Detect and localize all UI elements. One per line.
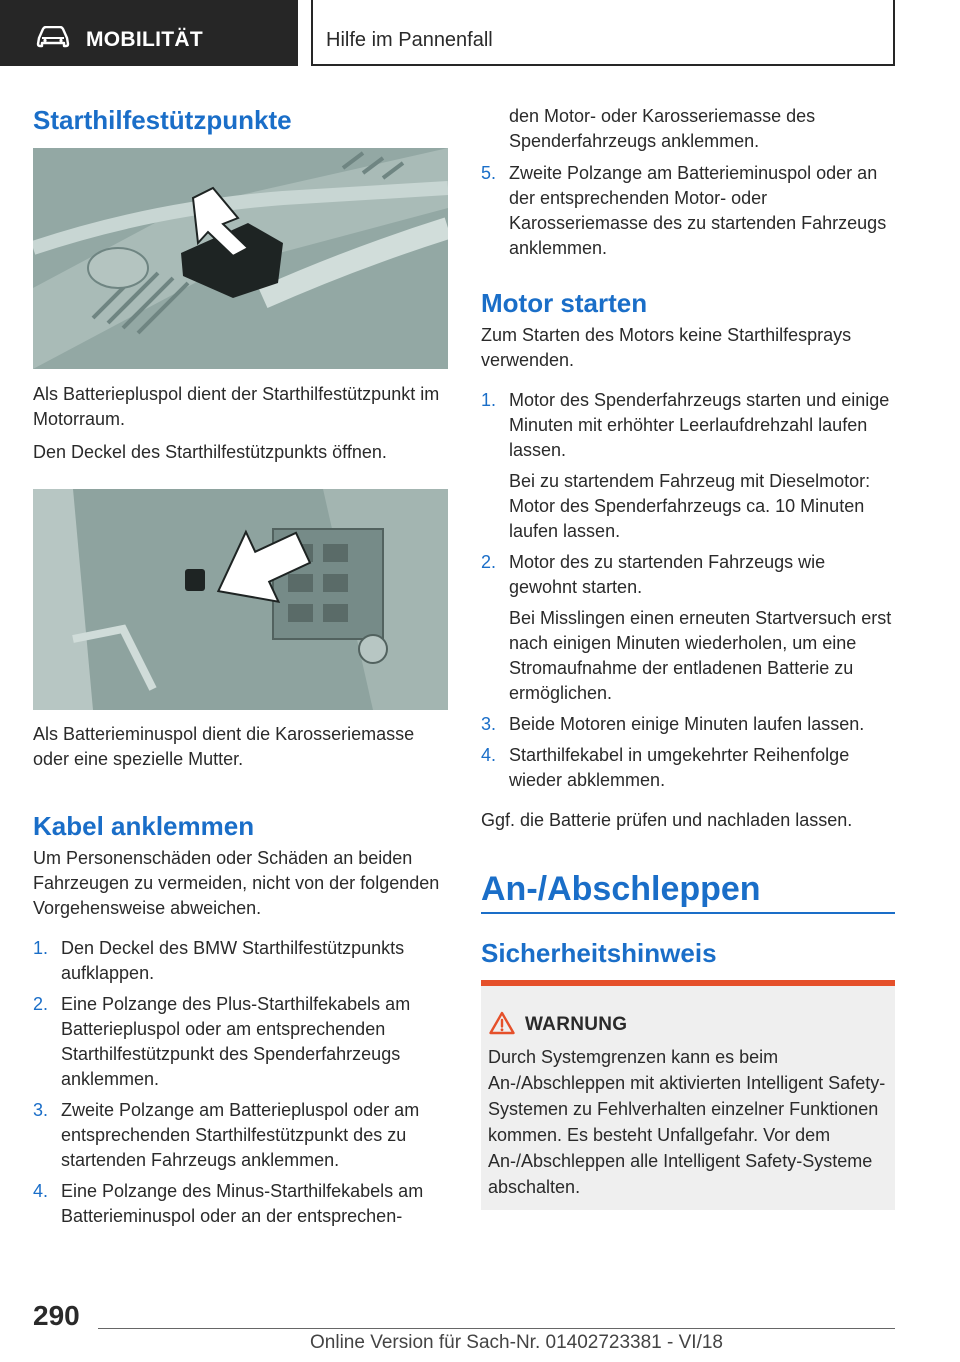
warning-triangle-icon xyxy=(489,1011,515,1035)
photo-jump-start-terminal xyxy=(33,148,448,369)
heading-kabel-anklemmen: Kabel anklemmen xyxy=(33,811,255,841)
cable-steps-list xyxy=(33,936,448,1229)
warning-text: Durch Systemgrenzen kann es beim An-/Abschleppen mit aktivierten Intelligent Safety-Systemen zu Fehlverhalten einzelner Funktionen kommen. Es besteht Unfallgefahr. Vor dem An-/Abschleppen alle Intelligent Safety-Systeme abschalten. xyxy=(488,1047,886,1197)
heading-motor-starten: Motor starten xyxy=(481,288,648,318)
chapter-label: Hilfe im Pannenfall xyxy=(326,29,493,51)
heading-an-abschleppen: An-/Abschleppen xyxy=(481,870,761,908)
para-cable-intro: Um Personenschäden oder Schäden an beiden Fahrzeugen zu vermeiden, nicht von der folgenden Vorgehensweise abweichen. xyxy=(33,848,440,918)
step4-continuation: den Motor- oder Karosseriemasse des Spenderfahrzeugs anklemmen. xyxy=(509,106,816,151)
heading-rule xyxy=(481,912,895,914)
warning-box xyxy=(481,980,895,1210)
section-tab xyxy=(0,0,298,66)
list-item: 4. Eine Polzange des Minus-Starthilfekabels am Batterieminuspol oder an der entsprechen- xyxy=(33,1181,424,1226)
warning-label: WARNUNG xyxy=(525,1014,628,1035)
photo-ground-point xyxy=(33,489,448,710)
list-item: 2. Motor des zu startenden Fahrzeugs wie gewohnt starten. Bei Misslingen einen erneuten Startversuch erst nach einigen Minuten wiederholen, um eine Stromaufnahme der entladenen Batterie zu ermöglichen. xyxy=(481,552,892,703)
heading-starthilfestuetzpunkte: Starthilfestützpunkte xyxy=(33,105,292,135)
para-check-battery: Ggf. die Batterie prüfen und nachladen lassen. xyxy=(481,810,853,830)
start-steps-list xyxy=(481,388,895,793)
chapter-header xyxy=(311,0,895,66)
list-item: 4. Starthilfekabel in umgekehrter Reihenfolge wieder abklemmen. xyxy=(481,745,850,790)
section-label: MOBILITÄT xyxy=(86,28,204,51)
list-item: 5. Zweite Polzange am Batterieminuspol oder an der entsprechenden Motor- oder Karosseriemasse des zu startenden Fahrzeugs anklemmen. xyxy=(481,163,887,258)
list-item: 1. Den Deckel des BMW Starthilfestützpunkts aufklappen. xyxy=(33,938,405,983)
car-icon xyxy=(36,26,70,48)
online-version-note: Online Version für Sach-Nr. 01402723381 - VI/18 xyxy=(310,1332,723,1353)
para-open-cover: Den Deckel des Starthilfestützpunkts öffnen. xyxy=(33,442,387,462)
heading-sicherheitshinweis: Sicherheitshinweis xyxy=(481,938,717,968)
list-item: 3. Zweite Polzange am Batteriepluspol oder am entsprechenden Starthilfestützpunkt des zu startenden Fahrzeugs anklemmen. xyxy=(33,1100,420,1170)
page-number: 290 xyxy=(33,1300,80,1331)
list-item: 3. Beide Motoren einige Minuten laufen lassen. xyxy=(481,714,865,734)
para-minus-pole: Als Batterieminuspol dient die Karosseriemasse oder eine spezielle Mutter. xyxy=(33,724,415,769)
cable-step5-list xyxy=(481,161,895,261)
footer-rule xyxy=(98,1328,895,1329)
list-item: 1. Motor des Spenderfahrzeugs starten und einige Minuten mit erhöhter Leerlaufdrehzahl laufen lassen. Bei zu startendem Fahrzeug mit Dieselmotor: Motor des Spenderfahrzeugs ca. 10 Minuten laufen lassen. xyxy=(481,390,890,541)
para-start-intro: Zum Starten des Motors keine Starthilfesprays verwenden. xyxy=(481,325,852,370)
list-item: 2. Eine Polzange des Plus-Starthilfekabels am Batteriepluspol oder am entsprechenden Starthilfestützpunkt des Spenderfahrzeugs anklemmen. xyxy=(33,994,411,1089)
para-plus-pole: Als Batteriepluspol dient der Starthilfestützpunkt im Motorraum. xyxy=(33,384,440,429)
